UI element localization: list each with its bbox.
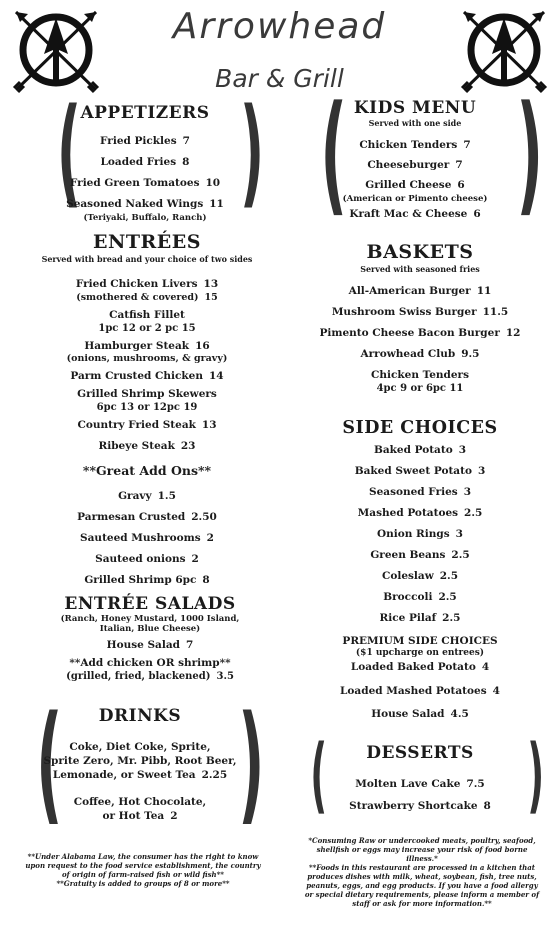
dessert-item	[320, 795, 520, 817]
item-name: Molten Lave Cake	[355, 778, 461, 790]
item-price: 2.5	[442, 612, 461, 624]
side-item	[295, 524, 545, 545]
entrees-title: ENTRÉES	[93, 231, 201, 253]
item-price: 2.25	[201, 769, 228, 781]
footnote-allergy	[292, 836, 552, 908]
menu-item	[50, 152, 240, 173]
item-price: 23	[180, 440, 196, 452]
bracket-left-kids: (	[320, 77, 348, 229]
desserts-section	[320, 743, 520, 817]
item-price: 3	[455, 528, 463, 540]
item-name: Fried Green Tomatoes	[69, 177, 200, 189]
footnote-line: **Foods in this restaurant are processed in a kitchen that	[308, 863, 536, 872]
entrees-section	[12, 231, 282, 591]
item-note: 6pc 13 or 12pc 19	[96, 402, 198, 413]
item-price: 4.5	[450, 708, 469, 720]
item-name: Chicken Tenders	[359, 139, 458, 151]
salads-add-line: **Add chicken OR shrimp**	[69, 657, 231, 669]
bracket-right-desserts: )	[527, 728, 545, 823]
item-name: Green Beans	[370, 549, 446, 561]
item-price: 7	[455, 159, 463, 171]
bracket-left-drinks: (	[36, 689, 63, 838]
side-item	[295, 482, 545, 503]
side-item	[295, 587, 545, 608]
premium-subtitle: ($1 upcharge on entrees)	[355, 648, 485, 658]
menu-item	[12, 339, 282, 353]
salads-dressings-2: Italian, Blue Cheese)	[99, 624, 201, 634]
item-price: 4	[492, 685, 500, 697]
item-name: Baked Potato	[373, 444, 453, 456]
addon-item	[12, 528, 282, 549]
item-price: 6	[457, 179, 465, 191]
item-name: Gravy	[118, 490, 152, 502]
kids-title: KIDS MENU	[353, 98, 477, 118]
item-note-price: 15	[204, 292, 218, 303]
item-name: Seasoned Naked Wings	[66, 198, 204, 210]
menu-item	[12, 414, 282, 436]
desserts-title: DESSERTS	[366, 743, 474, 763]
appetizers-title: APPETIZERS	[80, 103, 210, 123]
item-price: 2	[170, 810, 178, 822]
premium-item	[295, 676, 545, 707]
item-name: Grilled Cheese	[365, 179, 452, 191]
salads-section	[20, 594, 280, 684]
item-name: Fried Pickles	[100, 135, 177, 147]
item-price: 7	[182, 135, 190, 147]
item-note	[12, 291, 282, 305]
footnote-line: **Under Alabama Law, the consumer has the right to know	[27, 852, 259, 861]
item-name: Coleslaw	[381, 570, 434, 582]
item-price: 8	[202, 574, 210, 586]
item-name: Parm Crusted Chicken	[70, 370, 203, 382]
item-name: All-American Burger	[348, 285, 471, 297]
menu-item	[50, 194, 240, 214]
item-name: Broccoli	[383, 591, 433, 603]
menu-item	[12, 436, 282, 456]
addon-item	[12, 570, 282, 591]
item-name: Grilled Shrimp 6pc	[84, 574, 197, 586]
kids-menu-section	[320, 98, 510, 225]
bracket-right-appetizers: )	[239, 82, 265, 220]
item-price: 7	[463, 139, 471, 151]
footnote-line: of origin of farm-raised fish or wild fish**	[62, 870, 224, 879]
item-note: 4pc 9 or 6pc 11	[376, 383, 464, 394]
menu-item	[12, 277, 282, 291]
item-name: Mashed Potatoes	[357, 507, 459, 519]
item-price: 8	[483, 800, 491, 812]
item-price: 2	[191, 553, 199, 565]
baskets-subtitle: Served with seasoned fries	[360, 264, 480, 274]
item-price: 3	[477, 465, 486, 477]
item-name: Onion Rings	[377, 528, 450, 540]
baskets-title: BASKETS	[366, 241, 474, 263]
footnote-line: staff or ask for more information.**	[352, 899, 492, 908]
drinks-title: DRINKS	[98, 706, 182, 726]
item-price: 16	[195, 340, 210, 352]
item-name: Parmesan Crusted	[77, 511, 186, 523]
item-name: Kraft Mac & Cheese	[349, 208, 468, 220]
item-name: Sauteed Mushrooms	[80, 532, 201, 544]
menu-item: Chicken Tenders	[370, 369, 469, 381]
salads-add-note	[20, 670, 280, 684]
item-price: 3	[458, 444, 467, 456]
addons-title: **Great Add Ons**	[82, 463, 212, 478]
item-note-text: (smothered & covered)	[76, 292, 199, 303]
side-item	[295, 461, 545, 482]
bracket-right-kids: )	[516, 77, 544, 229]
item-price: 2.5	[438, 591, 457, 603]
item-name: Fried Chicken Livers	[75, 278, 198, 290]
menu-item	[50, 173, 240, 194]
drinks-line	[40, 809, 240, 823]
drinks-line: Sprite Zero, Mr. Pibb, Root Beer,	[43, 755, 237, 767]
footnote-line: **Gratuity is added to groups of 8 or more**	[56, 879, 230, 888]
item-price: 14	[209, 370, 224, 382]
addon-item	[12, 486, 282, 507]
footnote-line: peanuts, eggs, and egg products. If you have a food allergy	[306, 881, 538, 890]
drinks-text: or Hot Tea	[102, 810, 165, 822]
drinks-text: Lemonade, or Sweet Tea	[52, 769, 196, 781]
premium-item	[295, 707, 545, 721]
menu-item	[295, 302, 545, 323]
side-item	[295, 440, 545, 461]
item-name: House Salad	[371, 708, 445, 720]
menu-item	[20, 634, 280, 656]
item-note: (grilled, fried, blackened)	[66, 671, 211, 682]
brand-name: Arrowhead	[172, 6, 387, 47]
item-name: Hamburger Steak	[84, 340, 190, 352]
item-price: 7	[186, 639, 194, 651]
salads-dressings-1: (Ranch, Honey Mustard, 1000 Island,	[60, 614, 240, 624]
item-price: 2.50	[191, 511, 217, 523]
sides-title: SIDE CHOICES	[342, 418, 498, 438]
item-price: 12	[505, 327, 521, 339]
footnote-line: shellfish or eggs may increase your risk of food borne	[316, 845, 528, 854]
footnote-line: illness.*	[406, 854, 438, 863]
item-price: 10	[205, 177, 221, 189]
addon-item	[12, 507, 282, 528]
menu-item: Catfish Fillet	[109, 309, 185, 321]
sides-section	[295, 418, 545, 721]
brand-subtitle: Bar & Grill	[215, 64, 344, 93]
salads-title: ENTRÉE SALADS	[64, 594, 236, 614]
item-name: House Salad	[106, 639, 180, 651]
item-price: 11.5	[482, 306, 509, 318]
item-price: 11	[209, 198, 224, 210]
item-name: Loaded Fries	[100, 156, 177, 168]
item-price: 11	[476, 285, 492, 297]
item-name: Mushroom Swiss Burger	[331, 306, 477, 318]
premium-item	[295, 659, 545, 676]
menu-item	[320, 175, 510, 195]
footnote-alabama-law	[8, 852, 278, 888]
baskets-section	[295, 241, 545, 395]
item-price: 7.5	[466, 778, 485, 790]
dessert-item	[320, 773, 520, 795]
item-name: Ribeye Steak	[98, 440, 175, 452]
menu-item	[320, 155, 510, 175]
item-name: Arrowhead Club	[360, 348, 456, 360]
item-note: (Teriyaki, Buffalo, Ranch)	[83, 213, 207, 223]
item-price: 8	[182, 156, 190, 168]
drinks-line: Coffee, Hot Chocolate,	[73, 796, 207, 808]
item-note: (onions, mushrooms, & gravy)	[66, 353, 228, 364]
item-price: 2.5	[464, 507, 483, 519]
item-price: 2.5	[439, 570, 459, 582]
item-price: 6	[473, 208, 481, 220]
item-price: 4	[481, 661, 490, 673]
menu-item	[12, 365, 282, 387]
footnote-line: upon request to the food service establishment, the country	[25, 861, 261, 870]
bracket-right-drinks: )	[238, 689, 265, 838]
footnote-line: or special dietary requirements, please inform a member of	[304, 890, 540, 899]
appetizers-section	[50, 103, 240, 223]
menu-item	[295, 323, 545, 344]
entrees-subtitle: Served with bread and your choice of two sides	[41, 254, 253, 264]
menu-item	[295, 281, 545, 302]
addon-item	[12, 549, 282, 570]
item-name: Pimento Cheese Bacon Burger	[319, 327, 500, 339]
item-price: 13	[203, 278, 219, 290]
drinks-line: Coke, Diet Coke, Sprite,	[69, 741, 211, 753]
side-item	[295, 608, 545, 629]
item-price: 2	[206, 532, 214, 544]
item-price: 2.5	[451, 549, 470, 561]
footnote-line: produces dishes with milk, wheat, soybean, fish, tree nuts,	[307, 872, 537, 881]
side-item	[295, 545, 545, 566]
item-price: 13	[201, 419, 217, 431]
item-price: 9.5	[461, 348, 480, 360]
item-note: 1pc 12 or 2 pc 15	[98, 323, 196, 334]
side-item	[295, 503, 545, 524]
item-note: (American or Pimento cheese)	[342, 194, 488, 204]
menu-item	[295, 344, 545, 365]
item-name: Sauteed onions	[95, 553, 186, 565]
menu-item	[50, 131, 240, 152]
menu-item: Grilled Shrimp Skewers	[77, 388, 217, 400]
footnote-line: *Consuming Raw or undercooked meats, poultry, seafood,	[308, 836, 536, 845]
side-item	[295, 566, 545, 587]
kids-subtitle: Served with one side	[368, 118, 462, 128]
menu-item	[320, 203, 510, 225]
item-name: Country Fried Steak	[77, 419, 196, 431]
item-name: Cheeseburger	[367, 159, 450, 171]
premium-title: PREMIUM SIDE CHOICES	[342, 635, 498, 647]
drinks-section	[40, 706, 240, 823]
item-name: Baked Sweet Potato	[354, 465, 472, 477]
item-price: 3.5	[216, 671, 234, 682]
item-price: 3	[463, 486, 471, 498]
item-name: Seasoned Fries	[369, 486, 458, 498]
bracket-left-desserts: (	[310, 728, 328, 823]
drinks-line	[40, 768, 240, 782]
item-price: 1.5	[157, 490, 176, 502]
item-name: Rice Pilaf	[379, 612, 437, 624]
item-name: Strawberry Shortcake	[349, 800, 478, 812]
menu-item	[320, 135, 510, 155]
item-name: Loaded Mashed Potatoes	[340, 685, 487, 697]
bracket-left-appetizers: (	[56, 82, 82, 220]
item-name: Loaded Baked Potato	[350, 661, 476, 673]
